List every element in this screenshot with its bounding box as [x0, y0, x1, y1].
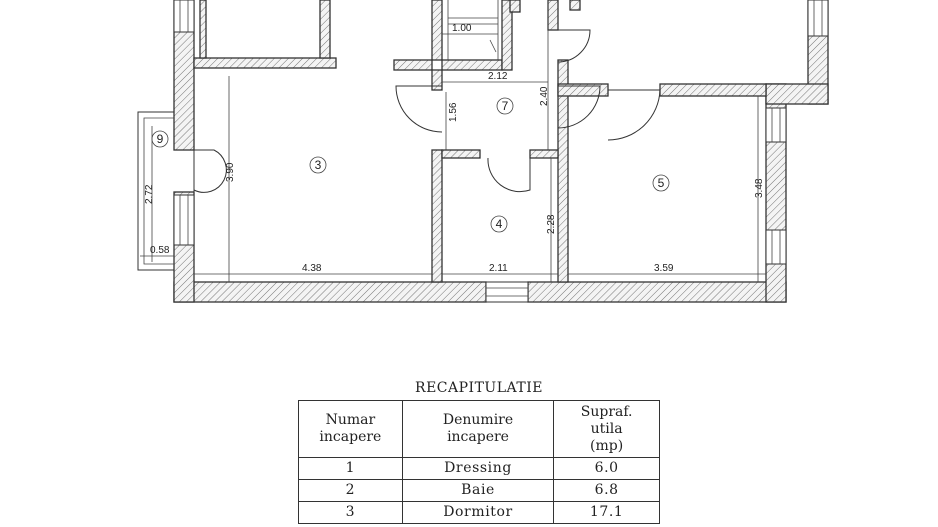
row-area: 6.8	[554, 480, 660, 502]
bottom-window	[486, 282, 528, 302]
room-number-9: 9	[156, 132, 164, 146]
recap-section	[298, 376, 660, 524]
dimension-lines	[140, 0, 766, 282]
dim-3.90: 3.90	[225, 162, 236, 182]
dim-1.56: 1.56	[448, 102, 459, 122]
dim-2.12: 2.12	[488, 71, 508, 82]
dim-1.00: 1.00	[452, 23, 472, 34]
table-row	[299, 480, 660, 502]
row-name: Dressing	[402, 458, 554, 480]
recap-title: RECAPITULATIE	[415, 380, 543, 396]
row-area: 6.0	[554, 458, 660, 480]
dim-2.40: 2.40	[539, 86, 550, 106]
doors	[194, 30, 660, 192]
dim-2.11: 2.11	[489, 263, 508, 274]
dim-2.28: 2.28	[546, 214, 557, 234]
dim-3.48: 3.48	[754, 178, 765, 198]
header-denumire: Denumire incapere	[402, 401, 554, 458]
room-number-7: 7	[501, 99, 509, 113]
table-row	[299, 502, 660, 524]
room-number-5: 5	[657, 176, 665, 190]
row-number: 2	[299, 480, 403, 502]
room-number-3: 3	[314, 158, 322, 172]
row-name: Dormitor	[402, 502, 554, 524]
room-number-4: 4	[495, 217, 503, 231]
row-area: 17.1	[554, 502, 660, 524]
row-number: 3	[299, 502, 403, 524]
dim-4.38: 4.38	[302, 263, 322, 274]
header-numar: Numar incapere	[299, 401, 403, 458]
recap-table	[298, 400, 660, 524]
row-name: Baie	[402, 480, 554, 502]
row-number: 1	[299, 458, 403, 480]
dim-0.58: 0.58	[150, 245, 170, 256]
header-suprafata: Supraf. utila (mp)	[554, 401, 660, 458]
exterior-walls	[174, 0, 828, 302]
recap-header-row	[299, 401, 660, 458]
dim-2.72: 2.72	[144, 184, 155, 204]
dim-3.59: 3.59	[654, 263, 674, 274]
interior-walls	[194, 0, 766, 282]
table-row	[299, 458, 660, 480]
